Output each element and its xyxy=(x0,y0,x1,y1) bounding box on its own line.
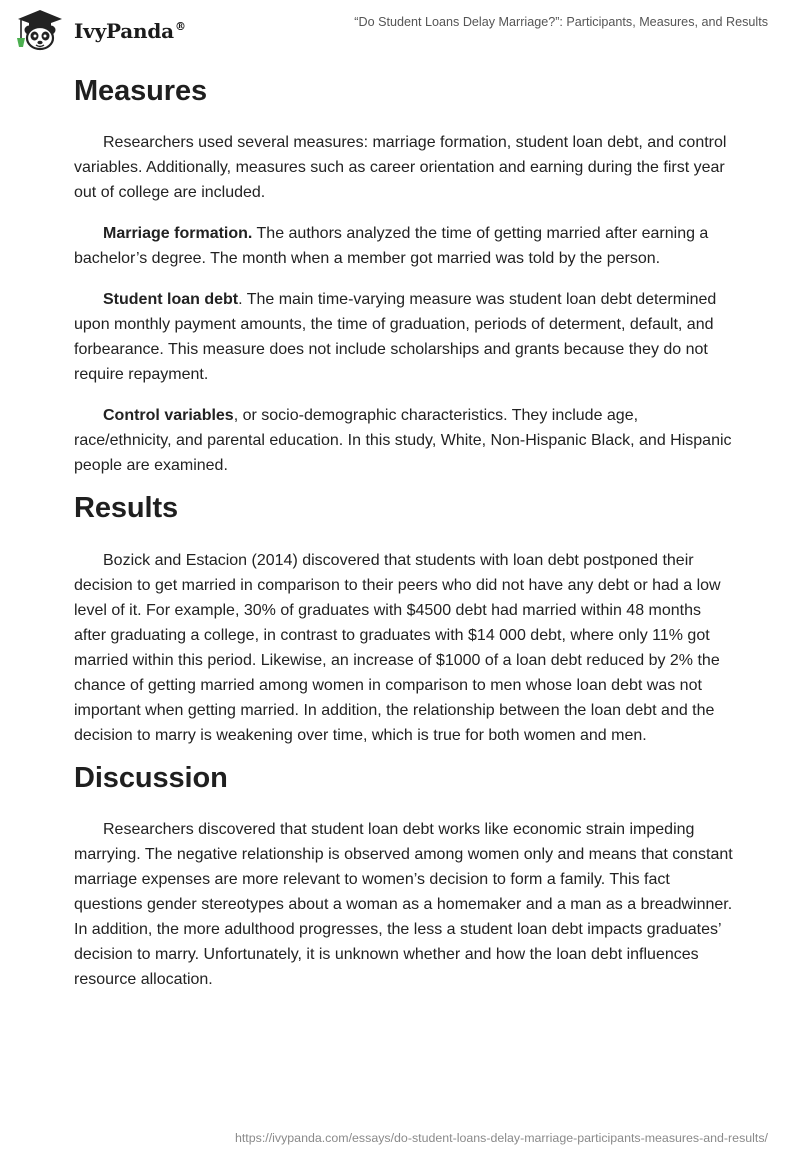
heading-measures: Measures xyxy=(74,75,207,107)
control-variables-label: Control variables xyxy=(103,406,234,424)
marriage-formation-label: Marriage formation. xyxy=(103,224,253,242)
student-loan-debt-text: . The main time-varying measure was student loan debt determined upon monthly payment amounts, the time of graduation, periods of determent, default, and forbearance. This measure does not include scholarships and grants because they do not require repayment. xyxy=(74,290,717,383)
source-url[interactable]: https://ivypanda.com/essays/do-student-loans-delay-marriage-participants-measures-and-results/ xyxy=(234,1131,768,1145)
heading-discussion: Discussion xyxy=(74,761,228,794)
control-variables-paragraph xyxy=(74,403,734,478)
control-variables-text: , or socio-demographic characteristics. They include age, race/ethnicity, and parental education. In this study, White, Non-Hispanic Black, and Hispanic people are examined. xyxy=(74,406,732,474)
panda-graduate-icon xyxy=(14,8,66,52)
student-loan-debt-paragraph xyxy=(74,287,734,387)
student-loan-debt-label: Student loan debt xyxy=(103,290,239,308)
page-header xyxy=(0,0,800,70)
brand-logo[interactable] xyxy=(14,8,186,52)
marriage-formation-text: The authors analyzed the time of getting married after earning a bachelor’s degree. The month when a member got married was told by the person. xyxy=(74,224,709,267)
results-paragraph: Bozick and Estacion (2014) discovered that students with loan debt postponed their decision to get married in comparison to their peers who did not have any debt or had a low level of it. For example, 30% of graduates with $4500 debt had married within 48 months after graduating a college, in contrast to graduates with $14 000 debt, where only 11% got married within this period. Likewise, an increase of $1000 of a loan debt reduced by 2% the chance of getting married among women in comparison to men whose loan debt was not important when getting married. In addition, the relationship between the loan debt and the decision to marry is weakening over time, which is true for both women and men. xyxy=(74,551,721,744)
measures-intro-paragraph: Researchers used several measures: marriage formation, student loan debt, and control variables. Additionally, measures such as career orientation and earning during the first year out of college are included. xyxy=(74,133,727,201)
marriage-formation-paragraph xyxy=(74,221,734,271)
document-title: “Do Student Loans Delay Marriage?”: Participants, Measures, and Results xyxy=(354,15,768,29)
article-body xyxy=(74,70,734,1008)
brand-name: IvyPanda® xyxy=(74,19,186,43)
discussion-paragraph: Researchers discovered that student loan debt works like economic strain impeding marrying. The negative relationship is observed among women only and means that constant marriage expenses are more relevant to women’s decision to form a family. This fact questions gender stereotypes about a woman as a homemaker and a man as a breadwinner. In addition, the more adulthood progresses, the less a student loan debt impacts graduates’ decision to marry. Unfortunately, it is unknown whether and how the loan debt influences resource allocation. xyxy=(74,821,733,989)
heading-results: Results xyxy=(74,491,179,524)
